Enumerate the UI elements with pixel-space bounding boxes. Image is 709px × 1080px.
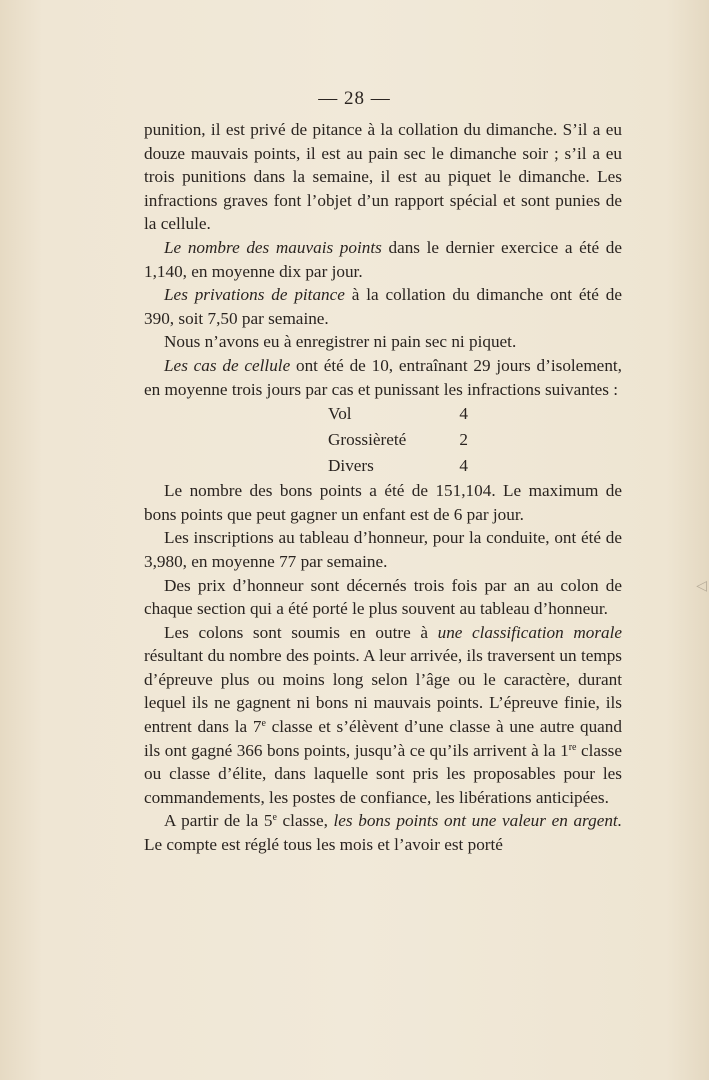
paragraph bbox=[144, 621, 622, 810]
paragraph-text: résultant du nombre des points. A leur arrivée, ils traversent un temps d’épreuve plus ou moins long selon l’âge ou le caractère, durant lequel ils ne gagnent ni bons ni mauvais points. L’épreuve finie, ils entrent dans la 7 bbox=[144, 646, 622, 737]
table-row bbox=[328, 401, 468, 427]
paragraph-text: dans le dernier exercice a été de 1,140, en moyenne dix par jour. bbox=[144, 237, 623, 281]
paragraph bbox=[144, 354, 622, 401]
infraction-count: 4 bbox=[459, 456, 468, 476]
infraction-label: Divers bbox=[328, 456, 374, 476]
body-text bbox=[144, 118, 622, 857]
paragraph-text: classe ou classe d’élite, dans laquelle sont pris les proposables pour les commandements, les postes de confiance, les libérations anticipées. bbox=[144, 740, 622, 807]
paragraph: punition, il est privé de pitance à la collation du dimanche. S’il a eu douze mauvais points, il est au pain sec le dimanche soir ; s’il a eu trois punitions dans la semaine, il est au piquet le dimanche. Les infractions graves font l’objet d’un rapport spécial et sont punies de la cellule. bbox=[144, 120, 622, 234]
paragraph-text: classe et s’élèvent d’une classe à une autre quand ils ont gagné 366 bons points, jusqu’à ce qu’ils arrivent à la 1 bbox=[144, 717, 622, 760]
italic-phrase: Le nombre des mauvais points bbox=[164, 237, 382, 257]
table-row bbox=[328, 427, 468, 453]
paragraph-text: à la collation du dimanche ont été de 390, soit 7,50 par semaine. bbox=[144, 285, 622, 328]
paragraph bbox=[144, 283, 622, 330]
superscript: re bbox=[568, 741, 577, 753]
italic-phrase: Les privations de pitance bbox=[164, 285, 345, 305]
paragraph-text: classe, bbox=[276, 811, 334, 831]
page-number: — 28 — bbox=[318, 88, 391, 109]
infractions-table bbox=[328, 401, 468, 479]
infraction-count: 4 bbox=[459, 404, 468, 424]
paragraph: Le nombre des bons points a été de 151,104. Le maximum de bons points que peut gagner un enfant est de 6 par jour. bbox=[144, 481, 622, 524]
paragraph bbox=[144, 809, 622, 856]
italic-phrase: les bons points ont une valeur en argent. bbox=[333, 811, 622, 831]
paragraph: Les inscriptions au tableau d’honneur, pour la conduite, ont été de 3,980, en moyenne 77 par semaine. bbox=[144, 528, 622, 571]
paragraph bbox=[144, 236, 622, 283]
superscript: e bbox=[272, 812, 277, 824]
paragraph-text: Les colons sont soumis en outre à bbox=[164, 622, 438, 642]
infraction-label: Grossièreté bbox=[328, 430, 407, 450]
table-row bbox=[328, 453, 468, 479]
paragraph-text: ont été de 10, entraînant 29 jours d’isolement, en moyenne trois jours par cas et punissant les infractions suivantes : bbox=[144, 355, 622, 399]
infraction-label: Vol bbox=[328, 404, 352, 424]
superscript: e bbox=[261, 718, 266, 730]
paragraph-text: Le compte est réglé tous les mois et l’avoir est porté bbox=[144, 835, 503, 855]
paragraph: Des prix d’honneur sont décernés trois fois par an au colon de chaque section qui a été porté le plus souvent au tableau d’honneur. bbox=[144, 575, 622, 619]
italic-phrase: Les cas de cellule bbox=[164, 355, 291, 375]
italic-phrase: une classification morale bbox=[437, 622, 623, 642]
infraction-count: 2 bbox=[459, 430, 468, 450]
paragraph: Nous n’avons eu à enregistrer ni pain sec ni piquet. bbox=[164, 332, 517, 352]
paragraph-text: A partir de la 5 bbox=[164, 811, 273, 831]
edge-arrow-icon: ◁ bbox=[696, 578, 707, 594]
